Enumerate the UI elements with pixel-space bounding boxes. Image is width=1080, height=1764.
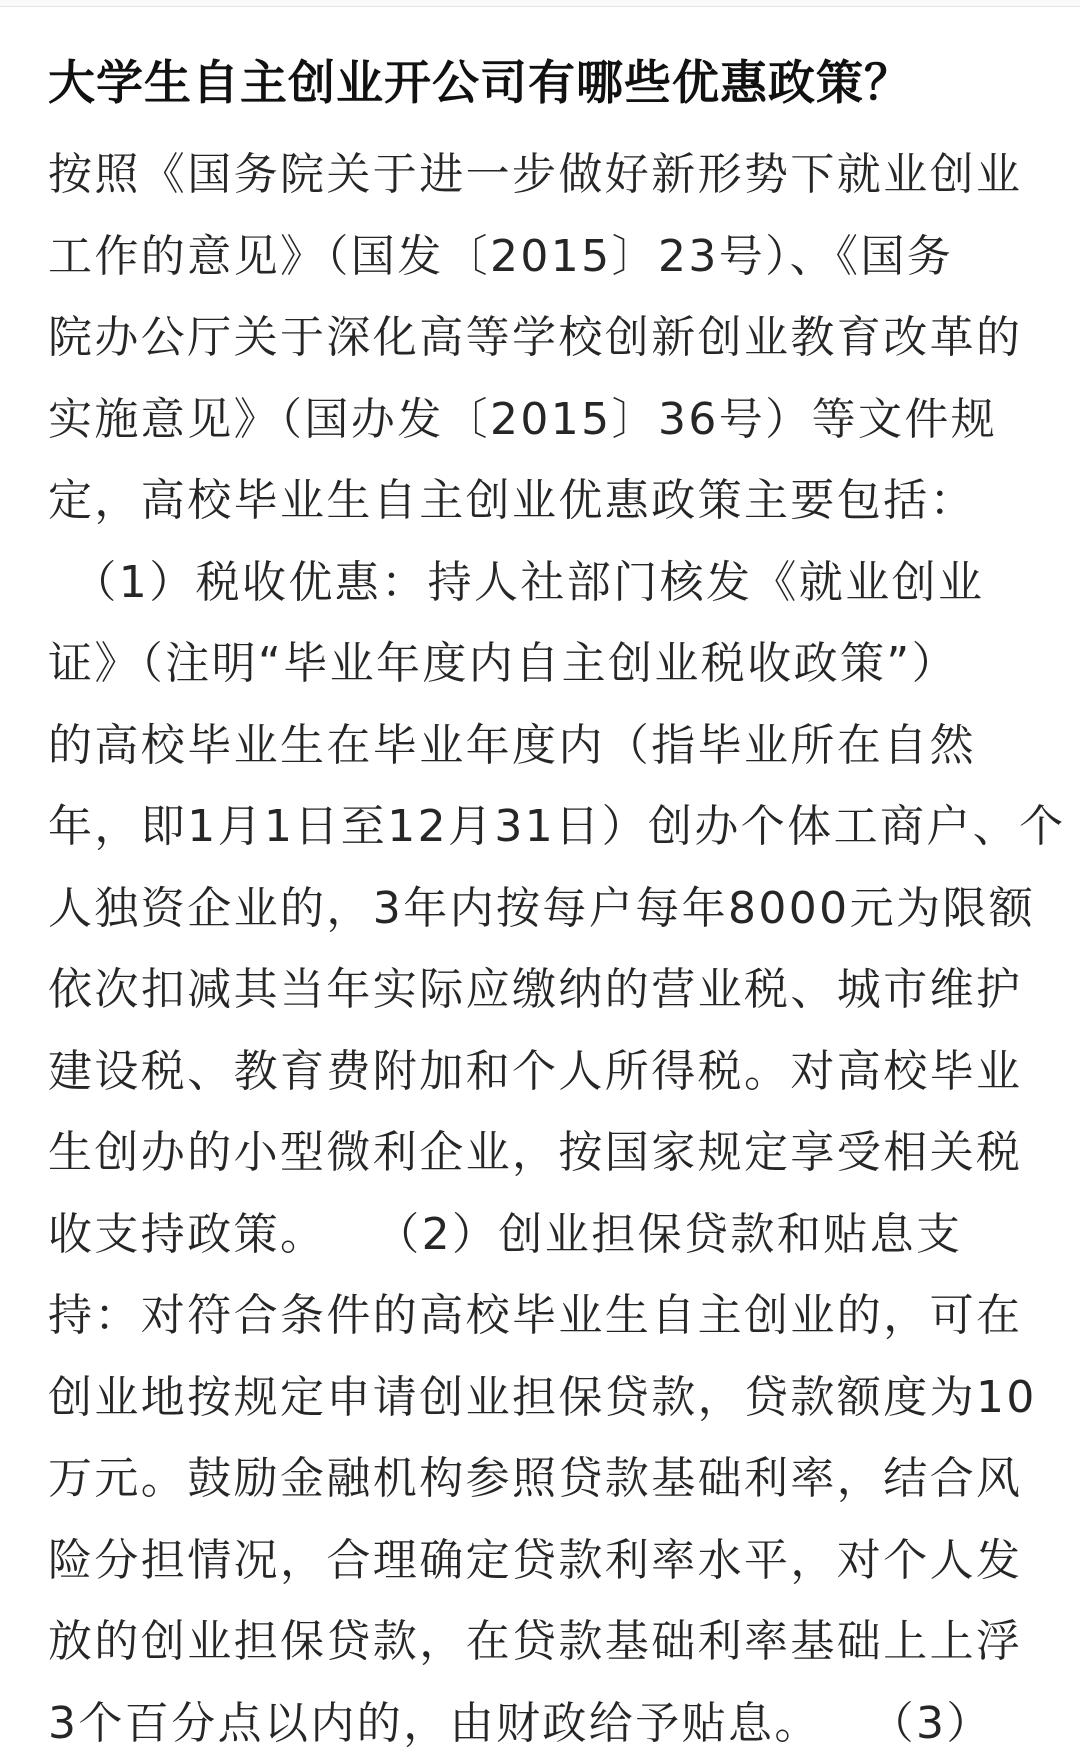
top-divider [0, 0, 1080, 7]
body-line: 实施意见》（国办发〔2015〕36号）等文件规 [48, 379, 1032, 461]
body-line: 万元。鼓励金融机构参照贷款基础利率，结合风 [48, 1438, 1032, 1520]
body-line: 按照《国务院关于进一步做好新形势下就业创业 [48, 134, 1032, 216]
body-line: 人独资企业的，3年内按每户每年8000元为限额 [48, 868, 1032, 950]
body-line: 放的创业担保贷款，在贷款基础利率基础上上浮 [48, 1601, 1032, 1683]
body-line: 建设税、教育费附加和个人所得税。对高校毕业 [48, 1031, 1032, 1113]
article-title: 大学生自主创业开公司有哪些优惠政策？ [48, 40, 1032, 128]
body-line: 年，即1月1日至12月31日）创办个体工商户、个 [48, 786, 1032, 868]
body-line: 的高校毕业生在毕业年度内（指毕业所在自然 [48, 705, 1032, 787]
body-line: 定，高校毕业生自主创业优惠政策主要包括： [48, 460, 1032, 542]
body-line: 生创办的小型微利企业，按国家规定享受相关税 [48, 1112, 1032, 1194]
body-line: （1）税收优惠：持人社部门核发《就业创业 [48, 542, 1032, 624]
body-line: 收支持政策。 （2）创业担保贷款和贴息支 [48, 1194, 1032, 1276]
body-line: 创业地按规定申请创业担保贷款，贷款额度为10 [48, 1357, 1032, 1439]
body-line: 险分担情况，合理确定贷款利率水平，对个人发 [48, 1520, 1032, 1602]
body-line: 依次扣减其当年实际应缴纳的营业税、城市维护 [48, 949, 1032, 1031]
body-line: 3个百分点以内的，由财政给予贴息。 （3） [48, 1683, 1032, 1764]
article [48, 40, 1032, 1764]
body-line: 院办公厅关于深化高等学校创新创业教育改革的 [48, 297, 1032, 379]
body-line: 证》（注明“毕业年度内自主创业税收政策”） [48, 623, 1032, 705]
article-body [48, 134, 1032, 1764]
body-line: 持：对符合条件的高校毕业生自主创业的，可在 [48, 1275, 1032, 1357]
body-line: 工作的意见》（国发〔2015〕23号）、《国务 [48, 216, 1032, 298]
